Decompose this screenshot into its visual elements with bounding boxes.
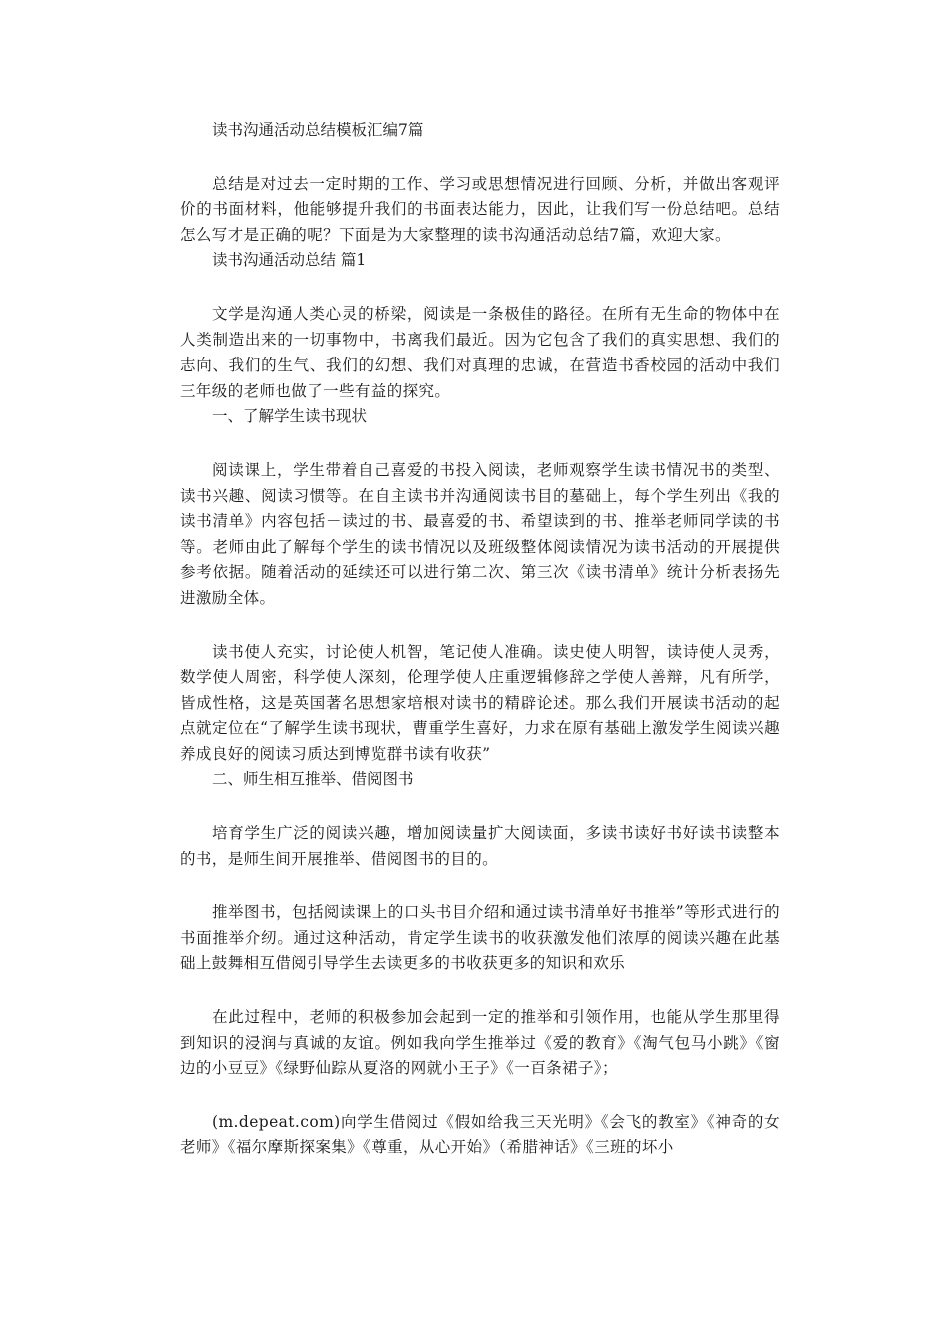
paragraph-6: 在此过程中，老师的积极参加会起到一定的推举和引领作用，也能从学生那里得到知识的浸润与真诚的友谊。例如我向学生推举过《爱的教育》《淘气包马小跳》《窗边的小豆豆》《绿野仙踪从夏洛的网就小王子》《一百条裙子》；: [180, 1008, 780, 1078]
intro-paragraph: 总结是对过去一定时期的工作、学习或思想情况进行回顾、分析，并做出客观评价的书面材料，他能够提升我们的书面表达能力，因此，让我们写一份总结吧。总结怎么写才是正确的呢？下面是为大家整理的读书沟通活动总结7篇，欢迎大家。: [180, 174, 780, 244]
paragraph-4: 培育学生广泛的阅读兴趣，增加阅读量扩大阅读面，多读书读好书好读书读整本的书，是师生间开展推举、借阅图书的目的。: [180, 824, 780, 868]
paragraph-3: 读书使人充实，讨论使人机智，笔记使人准确。读史使人明智，读诗使人灵秀，数学使人周密，科学使人深刻，伦理学使人庄重逻辑修辞之学使人善辩，凡有所学，皆成性格，这是英国著名思想家培根对读书的精辟论述。那么我们开展读书活动的起点就定位在“了解学生读书现状，曹重学生喜好，力求在原有基础上激发学生阅读兴趣养成良好的阅读习质达到博览群书读有收获”: [180, 642, 780, 763]
paragraph-1: 文学是沟通人类心灵的桥梁，阅读是一条极佳的路径。在所有无生命的物体中在人类制造出来的一切事物中，书离我们最近。因为它包含了我们的真实思想、我们的志向、我们的生气、我们的幻想、我们对真理的忠诚，在营造书香校园的活动中我们三年级的老师也做了一些有益的探究。: [180, 304, 780, 400]
document-title: 读书沟通活动总结模板汇编7篇: [212, 121, 424, 139]
paragraph-5: 推举图书，包括阅读课上的口头书目介绍和通过读书清单好书推举”等形式进行的书面推举介纫。通过这种活动，肯定学生读书的收获激发他们浓厚的阅读兴趣在此基础上鼓舞相互借阅引导学生去读更多的书收获更多的知识和欢乐: [180, 903, 780, 973]
document-page: [180, 118, 780, 1161]
paragraph-2: 阅读课上，学生带着自己喜爱的书投入阅读，老师观察学生读书情况书的类型、读书兴趣、阅读习惯等。在自主读书并沟通阅读书目的墓础上，每个学生列出《我的读书清单》内容包括－读过的书、最喜爱的书、希望读到的书、推举老师同学读的书等。老师由此了解每个学生的读书情况以及班级整体阅读情况为读书活动的开展提供参考依据。随着活动的延续还可以进行第二次、第三次《读书清单》统计分析表扬先进激励全体。: [180, 460, 780, 607]
subheading-2: 二、师生相互推举、借阅图书: [212, 770, 414, 789]
subheading-1: 一、了解学生读书现状: [212, 407, 368, 426]
section-title: 读书沟通活动总结 篇1: [212, 251, 367, 270]
paragraph-7: (m.depeat.com)向学生借阅过《假如给我三天光明》《会飞的教室》《神奇的女老师》《福尔摩斯探案集》《尊重，从心开始》（希腊神话》《三班的坏小: [180, 1112, 780, 1157]
